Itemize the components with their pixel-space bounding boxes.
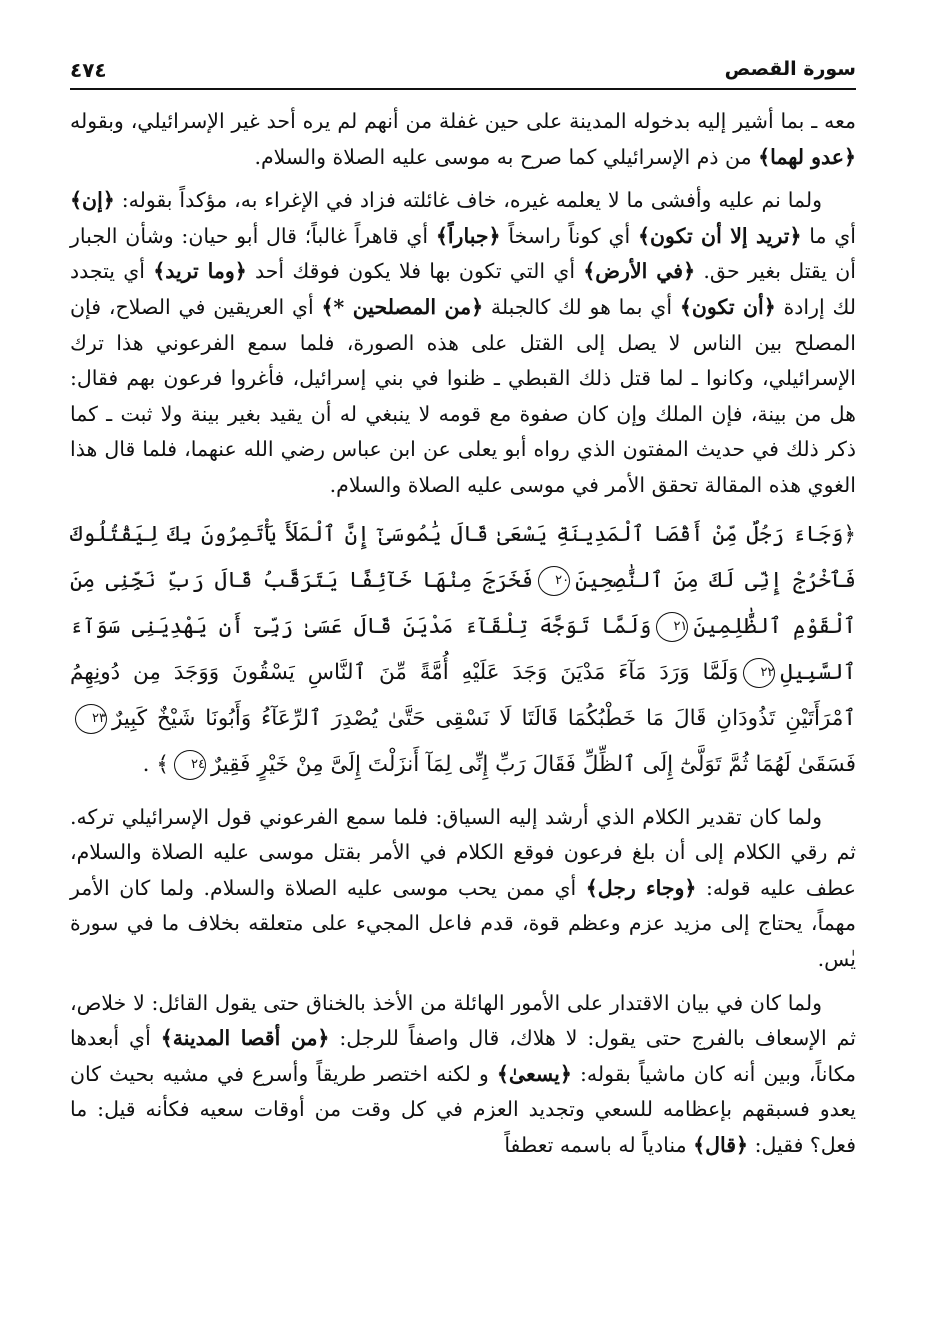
verse-text: فَسَقَىٰ لَهُمَا ثُمَّ تَوَلَّىٰٓ إِلَى ٱلظِّلِّ فَقَالَ رَبِّ إِنِّى لِمَآ أَنزَلْتَ إِلَىَّ مِنْ خَيْرٍ فَقِيرٌ [210, 751, 856, 777]
verse-text: وَلَمَّا وَرَدَ مَآءَ مَدْيَنَ وَجَدَ عَلَيْهِ أُمَّةً مِّنَ ٱلنَّاسِ يَسْقُونَ وَوَجَدَ مِن دُونِهِمُ ٱمْرَأَتَيْنِ تَذُودَانِ قَالَ مَا خَطْبُكُمَا قَالَتَا لَا نَسْقِى حَتَّىٰ يُصْدِرَ ٱلرِّعَآءُ وَأَبُونَا شَيْخٌ كَبِيرٌ [70, 659, 856, 731]
ornate-bracket-open: ﴿ [843, 521, 856, 547]
quoted-verse-fragment: ﴿أن تكون﴾ [679, 294, 776, 319]
commentary-paragraph-4 [70, 986, 856, 1164]
commentary-paragraph-1 [70, 104, 856, 175]
quoted-verse-fragment: ﴿تريد إلا أن تكون﴾ [637, 223, 802, 248]
paragraph-text: أي ممن يحب موسى عليه الصلاة والسلام. ولما كان الأمر مهماً، يحتاج إلى مزيد عزم وعظم قوة، قدم فاعل المجيء على متعلقه بخلاف ما في سورة يٰس. [70, 875, 856, 971]
paragraph-text: من ذم الإسرائيلي كما صرح به موسى عليه الصلاة والسلام. [254, 144, 759, 169]
page-number: ٤٧٤ [70, 58, 107, 82]
paragraph-text: أي أبعدها مكاناً، وبين أنه كان ماشياً بقوله: [70, 1026, 856, 1086]
ornate-bracket-close: ﴾ . [142, 751, 169, 777]
quoted-verse-fragment: ﴿وجاء رجل﴾ [585, 875, 697, 900]
commentary-paragraph-3 [70, 800, 856, 978]
quoted-verse-fragment: ﴿من المصلحين *﴾ [321, 294, 484, 319]
quoted-verse-fragment: ﴿وما تريد﴾ [153, 259, 247, 284]
quoted-verse-fragment: ﴿يسعىٰ﴾ [496, 1061, 572, 1086]
paragraph-text: أي قاهراً غالباً؛ قال أبو حيان: وشأن الجبار أن يقتل بغير حق. [70, 223, 856, 284]
ayah-number-marker: ٢١ [656, 612, 688, 642]
paragraph-text: أي ما [801, 223, 856, 248]
quoted-verse-fragment: ﴿في الأرض﴾ [583, 259, 696, 284]
verse-text: فَخَرَجَ مِنْهَا خَآئِفًا يَتَرَقَّبُ قَالَ رَبِّ نَجِّنِى مِنَ ٱلْقَوْمِ ٱلظَّٰلِمِينَ [70, 567, 856, 639]
ayah-number-marker: ٢٣ [75, 704, 107, 734]
paragraph-text: أي يتجدد لك إرادة [70, 259, 857, 319]
paragraph-text: أي كوناً راسخاً [500, 223, 638, 248]
quoted-verse-fragment: ﴿عدو لهما﴾ [758, 144, 856, 169]
verse-text: وَلَمَّا تَوَجَّهَ تِلْقَآءَ مَدْيَنَ قَالَ عَسَىٰ رَبِّىٓ أَن يَهْدِيَنِى سَوَآءَ ٱلسَّبِيلِ [70, 613, 856, 685]
quoted-verse-fragment: ﴿قال﴾ [693, 1132, 749, 1157]
quoted-verse-fragment: ﴿إن﴾ [70, 188, 115, 213]
ayah-number-marker: ٢٢ [743, 658, 775, 688]
paragraph-text: أي العريقين في الصلاح، فإن المصلح بين الناس لا يصل إلى القتل على هذه الصورة، فلما سمع الفرعوني هذا ترك الإسرائيلي، وكانوا ـ لما قتل ذلك القبطي ـ ظنوا في بني إسرائيل، فأغروا فرعون بهم فقال: هل من بينة، فإن الملك وإن كان صفوة مع قومه لا ينبغي له أن يقيد بغير بينة ولا ثبت ـ كما ذكر ذلك في حديث المفتون الذي رواه أبو يعلى عن ابن عباس رضي الله عنهما، فلما قال هذا الغوي هذه المقالة تحقق الأمر في موسى عليه الصلاة والسلام. [70, 294, 856, 497]
paragraph-text: معه ـ بما أشير إليه بدخوله المدينة على حين غفلة من أنهم لم يره أحد غير الإسرائيلي، وبقوله [70, 109, 856, 133]
ayah-number-marker: ٢٠ [538, 566, 570, 596]
paragraph-text: منادياً له باسمه تعطفاً [504, 1132, 694, 1157]
paragraph-text: أي بما هو لك كالجبلة [483, 294, 680, 319]
surah-title: سورة القصص [724, 58, 856, 80]
quoted-verse-fragment: ﴿جباراً﴾ [435, 223, 501, 248]
ayah-number-marker: ٢٤ [174, 750, 206, 780]
paragraph-text: ولما كان في بيان الاقتدار على الأمور الهائلة من الأخذ بالخناق حتى يقول القائل: لا خلاص، ثم الإسعاف بالفرج حتى يقول: لا هلاك، قال واصفاً للرجل: [70, 990, 856, 1051]
paragraph-text: أي التي تكون بها فلا يكون فوقك أحد [246, 259, 584, 284]
verse-text: وَجَاءَ رَجُلٌ مِّنْ أَقْصَا ٱلْمَدِينَةِ يَسْعَىٰ قَالَ يَٰمُوسَىٰٓ إِنَّ ٱلْمَلَأَ يَأْتَمِرُونَ بِكَ لِيَقْتُلُوكَ فَٱخْرُجْ إِنِّى لَكَ مِنَ ٱلنَّٰصِحِينَ [70, 521, 856, 593]
paragraph-text: ولما نم عليه وأفشى ما لا يعلمه غيره، خاف غائلته فزاد في الإغراء به، مؤكداً بقوله: [114, 188, 822, 213]
paragraph-text: ولما كان تقدير الكلام الذي أرشد إليه السياق: فلما سمع الفرعوني قول الإسرائيلي تركه. ثم رقي الكلام إلى أن بلغ فرعون فوقع الكلام في الأمر بقتل موسى عليه الصلاة والسلام، عطف عليه قوله: [70, 804, 856, 900]
paragraph-text: و لكنه اختصر طريقاً وأسرع في مشيه بحيث كان يعدو فسبقهم بإعظامه للسعي وتجديد العزم في كل وقت من أوقات سعيه فكأنه قيل: ما فعل؟ فقيل: [70, 1061, 856, 1157]
running-header [70, 48, 856, 90]
commentary-paragraph-2 [70, 183, 856, 503]
quoted-verse-fragment: ﴿من أقصا المدينة﴾ [160, 1026, 330, 1051]
quran-verses-block [70, 512, 856, 788]
